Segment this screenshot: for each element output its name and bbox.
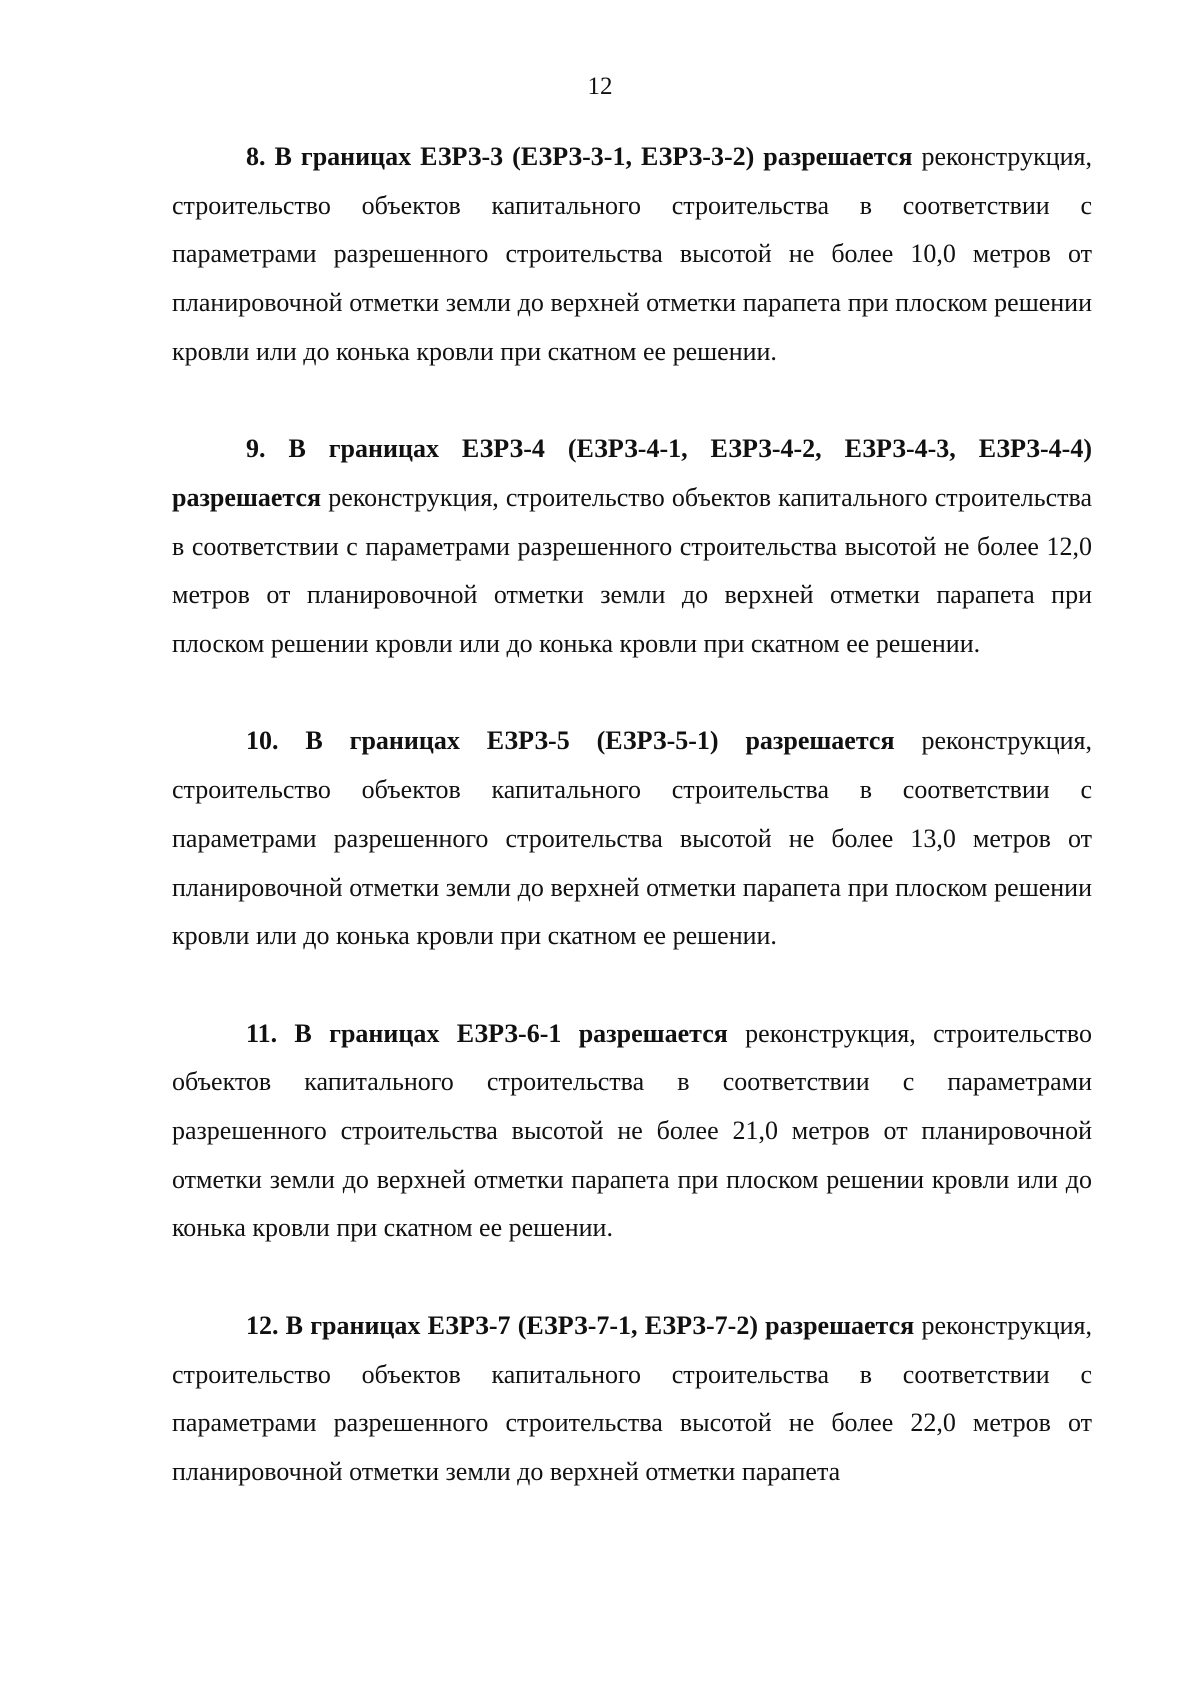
document-body: [172, 133, 1092, 1497]
paragraph-10-lead: 10. В границах ЕЗРЗ-5 (ЕЗРЗ-5-1) разрешается: [246, 726, 895, 756]
paragraph-12-lead: 12. В границах ЕЗРЗ-7 (ЕЗРЗ-7-1, ЕЗРЗ-7-2) разрешается: [246, 1310, 915, 1340]
paragraph-11: [172, 1010, 1092, 1254]
paragraph-11-body: реконструкция, строительство объектов капитального строительства в соответствии с параметрами разрешенного строительства высотой не более 21,0 метров от планировочной отметки земли до верхней отметки парапета при плоском решении кровли или до конька кровли при скатном ее решении.: [172, 1018, 1092, 1243]
paragraph-11-lead: 11. В границах ЕЗРЗ-6-1 разрешается: [246, 1018, 728, 1048]
paragraph-10-body: реконструкция, строительство объектов капитального строительства в соответствии с параметрами разрешенного строительства высотой не более 13,0 метров от планировочной отметки земли до верхней отметки парапета при плоском решении кровли или до конька кровли при скатном ее решении.: [172, 726, 1093, 951]
paragraph-9-lead: 9. В границах ЕЗРЗ-4 (ЕЗРЗ-4-1, ЕЗРЗ-4-2, ЕЗРЗ-4-3, ЕЗРЗ-4-4) разрешается: [172, 434, 1092, 512]
page-number: 12: [587, 73, 613, 100]
paragraph-12-body: реконструкция, строительство объектов капитального строительства в соответствии с параметрами разрешенного строительства высотой не более 22,0 метров от планировочной отметки земли до верхней отметки парапета: [172, 1310, 1093, 1486]
paragraph-10: [172, 717, 1092, 961]
paragraph-9-body: реконструкция, строительство объектов капитального строительства в соответствии с параметрами разрешенного строительства высотой не более 12,0 метров от планировочной отметки земли до верхней отметки парапета при плоском решении кровли или до конька кровли при скатном ее решении.: [172, 482, 1092, 659]
paragraph-12: [172, 1302, 1092, 1497]
paragraph-8-body: реконструкция, строительство объектов капитального строительства в соответствии с параметрами разрешенного строительства высотой не более 10,0 метров от планировочной отметки земли до верхней отметки парапета при плоском решении кровли или до конька кровли при скатном ее решении.: [172, 142, 1093, 366]
paragraph-8-lead: 8. В границах ЕЗРЗ-3 (ЕЗРЗ-3-1, ЕЗРЗ-3-2) разрешается: [246, 142, 913, 171]
paragraph-8: [172, 133, 1092, 377]
paragraph-9: [172, 425, 1092, 669]
